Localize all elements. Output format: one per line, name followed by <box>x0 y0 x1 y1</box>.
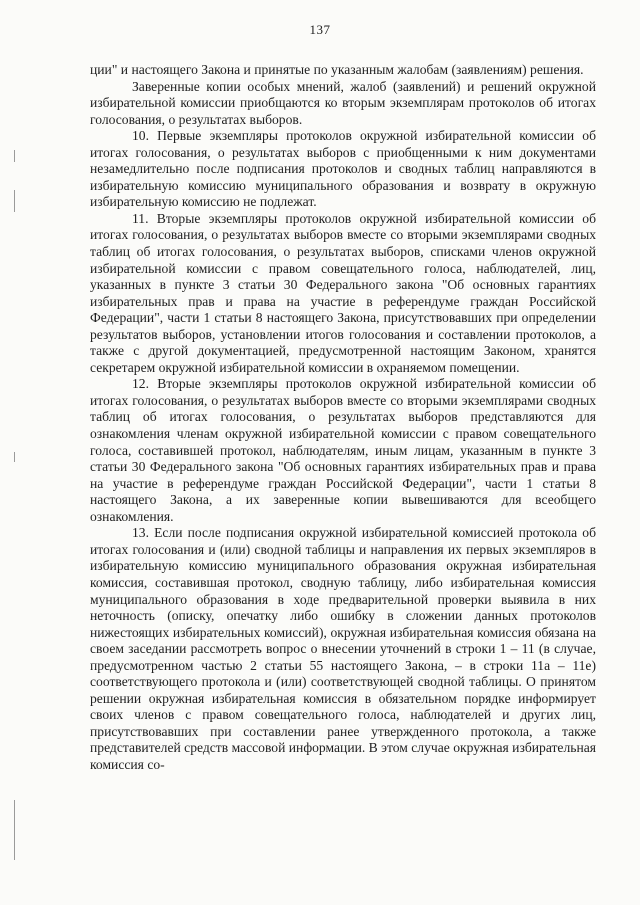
paragraph: 12. Вторые экземпляры протоколов окружной избирательной комиссии об итогах голосования, о результатах выборов вместе со вторыми экземплярами сводных таблиц об итогах голосования, о результатах выборов представляются для ознакомления членам окружной избирательной комиссии с правом совещательного голоса, составившей протокол, наблюдателям, иным лицам, указанным в пункте 3 статьи 30 Федерального закона "Об основных гарантиях избирательных прав и права на участие в референдуме граждан Российской Федерации", части 1 статьи 8 настоящего Закона, а их заверенные копии вывешиваются для всеобщего ознакомления. <box>90 376 596 524</box>
scan-margin-line <box>14 452 15 462</box>
paragraph: 10. Первые экземпляры протоколов окружной избирательной комиссии об итогах голосования, о результатах выборов с приобщенными к ним документами незамедлительно после подписания протоколов и сводных таблиц направляются в избирательную комиссию муниципального образования и возврату в окружную избирательную комиссию не подлежат. <box>90 128 596 210</box>
scan-margin-line <box>14 150 15 162</box>
page-number: 137 <box>309 22 331 37</box>
paragraph: 11. Вторые экземпляры протоколов окружной избирательной комиссии об итогах голосования, о результатах выборов вместе со вторыми экземплярами сводных таблиц об итогах голосования, о результатах выборов, списками членов окружной избирательной комиссии с правом совещательного голоса, наблюдателей, лиц, указанных в пункте 3 статьи 30 Федерального закона "Об основных гарантиях избирательных прав и права на участие в референдуме граждан Российской Федерации", части 1 статьи 8 настоящего Закона, присутствовавших при определении результатов выборов, установлении итогов голосования и составлении протоколов, а также с другой документацией, предусмотренной настоящим Законом, хранятся секретарем окружной избирательной комиссии в охраняемом помещении. <box>90 210 596 375</box>
document-body <box>90 62 596 774</box>
paragraph: ции" и настоящего Закона и принятые по указанным жалобам (заявлениям) решения. <box>90 62 584 77</box>
paragraph: Заверенные копии особых мнений, жалоб (заявлений) и решений окружной избирательной комиссии приобщаются ко вторым экземплярам протоколов об итогах голосования, о результатах выборов. <box>90 78 596 127</box>
scan-margin-line <box>14 190 15 212</box>
scan-margin-line <box>14 800 15 860</box>
paragraph: 13. Если после подписания окружной избирательной комиссией протокола об итогах голосования и (или) сводной таблицы и направления их первых экземпляров в избирательную комиссию муниципального образования окружная избирательная комиссия, составившая протокол, сводную таблицу, либо избирательная комиссия муниципального образования в ходе предварительной проверки выявила в них неточность (описку, опечатку либо ошибку в сложении данных протоколов нижестоящих избирательных комиссий), окружная избирательная комиссия обязана на своем заседании рассмотреть вопрос о внесении уточнений в строки 1 – 11 (в случае, предусмотренном частью 2 статьи 55 настоящего Закона, – в строки 11а – 11е) соответствующего протокола и (или) соответствующей сводной таблицы. О принятом решении окружная избирательная комиссия в обязательном порядке информирует своих членов с правом совещательного голоса, наблюдателей и других лиц, присутствовавших при составлении ранее утвержденного протокола, а также представителей средств массовой информации. В этом случае окружная избирательная комиссия со- <box>90 525 597 772</box>
